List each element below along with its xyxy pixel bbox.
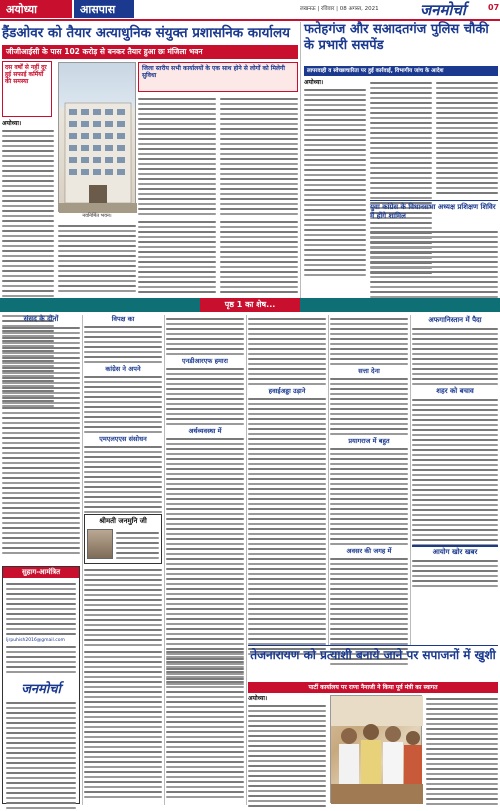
bottom-right-headline-text: तेजनारायण को प्रत्याशी बनाये जाने पर सपाजनों में खुशी bbox=[250, 648, 496, 662]
building-illustration bbox=[59, 63, 137, 213]
bottom-right-headline bbox=[248, 647, 498, 681]
rule-1 bbox=[82, 315, 83, 805]
page-number-text: 07 bbox=[488, 3, 500, 12]
lead-body-col-1 bbox=[138, 95, 216, 215]
side-story-box bbox=[2, 61, 52, 117]
bottom-right-col-3 bbox=[426, 695, 498, 805]
obituary-box bbox=[84, 514, 162, 564]
cont-head: विपक्ष का bbox=[111, 315, 135, 323]
sub-box bbox=[2, 566, 80, 804]
group-photo-illustration bbox=[331, 696, 423, 804]
cont-head: हवाईअड्डा उड़ाने bbox=[268, 387, 306, 395]
masthead-logo bbox=[420, 0, 486, 20]
obituary-name: श्रीमती जनमुनि जी bbox=[99, 517, 147, 525]
rule-3 bbox=[246, 315, 247, 805]
lead-photo bbox=[58, 62, 136, 212]
lead-body-col-3 bbox=[58, 222, 136, 296]
cont-head: एनडीआरएफ हमारा bbox=[182, 357, 228, 365]
lead-body-col-5 bbox=[220, 218, 298, 296]
side-story-byline: अयोध्या। bbox=[2, 120, 22, 127]
cont-col-6-top-head bbox=[412, 315, 498, 325]
rule-4 bbox=[328, 315, 329, 645]
continuation-bar-label bbox=[200, 298, 300, 312]
lead-headline-text: हैंडओवर को तैयार अत्याधुनिक संयुक्त प्रशासनिक कार्यालय bbox=[2, 25, 290, 41]
right-lead-col-3 bbox=[436, 79, 498, 199]
side-story-headline: दस वर्षों से नहीं दूर हुई सफाई कर्मियों की समस्या bbox=[5, 64, 47, 85]
bottom-right-byline: अयोध्या। bbox=[248, 695, 268, 702]
cont-head: कांग्रेस ने अपने bbox=[105, 365, 141, 373]
cont-head: सत्ता देना bbox=[358, 367, 380, 375]
right-lead-col-1 bbox=[304, 79, 366, 279]
sub-box-title: सुहाग-आमंत्रित bbox=[3, 567, 79, 578]
dateline bbox=[300, 4, 420, 16]
bottom-right-photo bbox=[330, 695, 422, 803]
obituary-body bbox=[84, 566, 162, 646]
cont-head: संसद के दोनों bbox=[23, 315, 59, 323]
cont-head: आयोग खोर खबर bbox=[432, 548, 478, 556]
section-tab[interactable] bbox=[74, 0, 134, 18]
cont-head: अर्थव्यवस्था में bbox=[188, 427, 222, 435]
lead-headline bbox=[2, 22, 298, 44]
section-left-text: अयोध्या bbox=[6, 3, 37, 16]
right-lead-subhead-text: लापरवाही व स्वेच्छाचारिता पर हुई कार्रवाई, विभागीय जांच के आदेश bbox=[307, 68, 444, 74]
inner-story-headline-text: युवा कांग्रेस के विधानसभा अध्यक्ष प्रशिक्षण शिविर में होंगे शामिल bbox=[370, 203, 496, 220]
note-box bbox=[412, 545, 498, 547]
bottom-right-subhead-text: पार्टी कार्यालय पर राणा नैनाजी ने किया पूर्व मंत्री का स्वागत bbox=[308, 684, 438, 691]
inner-story-body bbox=[370, 228, 498, 296]
right-lead-byline: अयोध्या। bbox=[304, 79, 324, 86]
cont-col-6 bbox=[412, 315, 498, 556]
cont-col-5 bbox=[330, 315, 408, 645]
cont-col-3-lower bbox=[166, 648, 244, 804]
sub-box-email[interactable]: ljrpuhish2016@gmail.com bbox=[6, 638, 65, 643]
logo-text: जनमोर्चा bbox=[420, 1, 466, 19]
cont-head: प्रयागराज में बहुत bbox=[348, 437, 390, 445]
cont-head: एमएलएएस संसोधन bbox=[99, 435, 147, 443]
dateline-text: लखनऊ | रविवार | 08 अगस्त, 2021 bbox=[300, 6, 379, 12]
lead-quote: जिला स्तरीय सभी कार्यालयों के एक साथ होने से लोगों को मिलेगी सुविधा bbox=[142, 65, 285, 79]
section-tab-text: आसपास bbox=[80, 3, 116, 16]
lead-body-col-2 bbox=[220, 95, 298, 215]
rule-2 bbox=[164, 315, 165, 805]
cont-col-1 bbox=[2, 315, 80, 563]
rule-5 bbox=[410, 315, 411, 645]
page-number bbox=[488, 3, 500, 17]
obituary-photo bbox=[87, 529, 113, 559]
right-lead-headline-text: फतेहगंज और सआदतगंज पुलिस चौकी के प्रभारी ससपेंड bbox=[304, 22, 489, 53]
rule-bottom-story bbox=[248, 645, 498, 646]
masthead-rule bbox=[0, 19, 500, 21]
lead-photo-caption-text: नवनिर्मित भवन। bbox=[82, 213, 112, 219]
lead-subhead-text: जीजीआईसी के पास 102 करोड़ से बनकर तैयार हुआ छः मंजिला भवन bbox=[6, 47, 203, 56]
lead-photo-caption bbox=[58, 213, 136, 221]
lead-subhead bbox=[2, 45, 298, 59]
bottom-right-col-1 bbox=[248, 695, 326, 805]
right-lead-headline bbox=[304, 22, 498, 64]
cont-col-2 bbox=[84, 315, 162, 511]
lead-quote-box bbox=[138, 62, 298, 92]
sub-box-logo: जनमोर्चा bbox=[21, 682, 61, 697]
bottom-right-subhead bbox=[248, 682, 498, 693]
continuation-bar-text: पृष्ठ 1 का शेष... bbox=[224, 300, 276, 309]
cont-col-2-lower bbox=[84, 648, 162, 804]
cont-head: अवसर की जगह में bbox=[346, 547, 392, 555]
cont-col-3 bbox=[166, 315, 244, 645]
cont-col-4 bbox=[248, 315, 326, 645]
section-label-left bbox=[0, 0, 72, 18]
lead-body-col-4 bbox=[138, 218, 216, 296]
right-lead-subhead bbox=[304, 66, 498, 76]
cont-head: शहर को बचाव bbox=[436, 387, 474, 395]
cont-col-6-top-head-text: अफगानिस्तान में पैदा bbox=[428, 316, 482, 324]
inner-story-headline bbox=[370, 200, 498, 226]
column-divider-top bbox=[300, 22, 301, 298]
